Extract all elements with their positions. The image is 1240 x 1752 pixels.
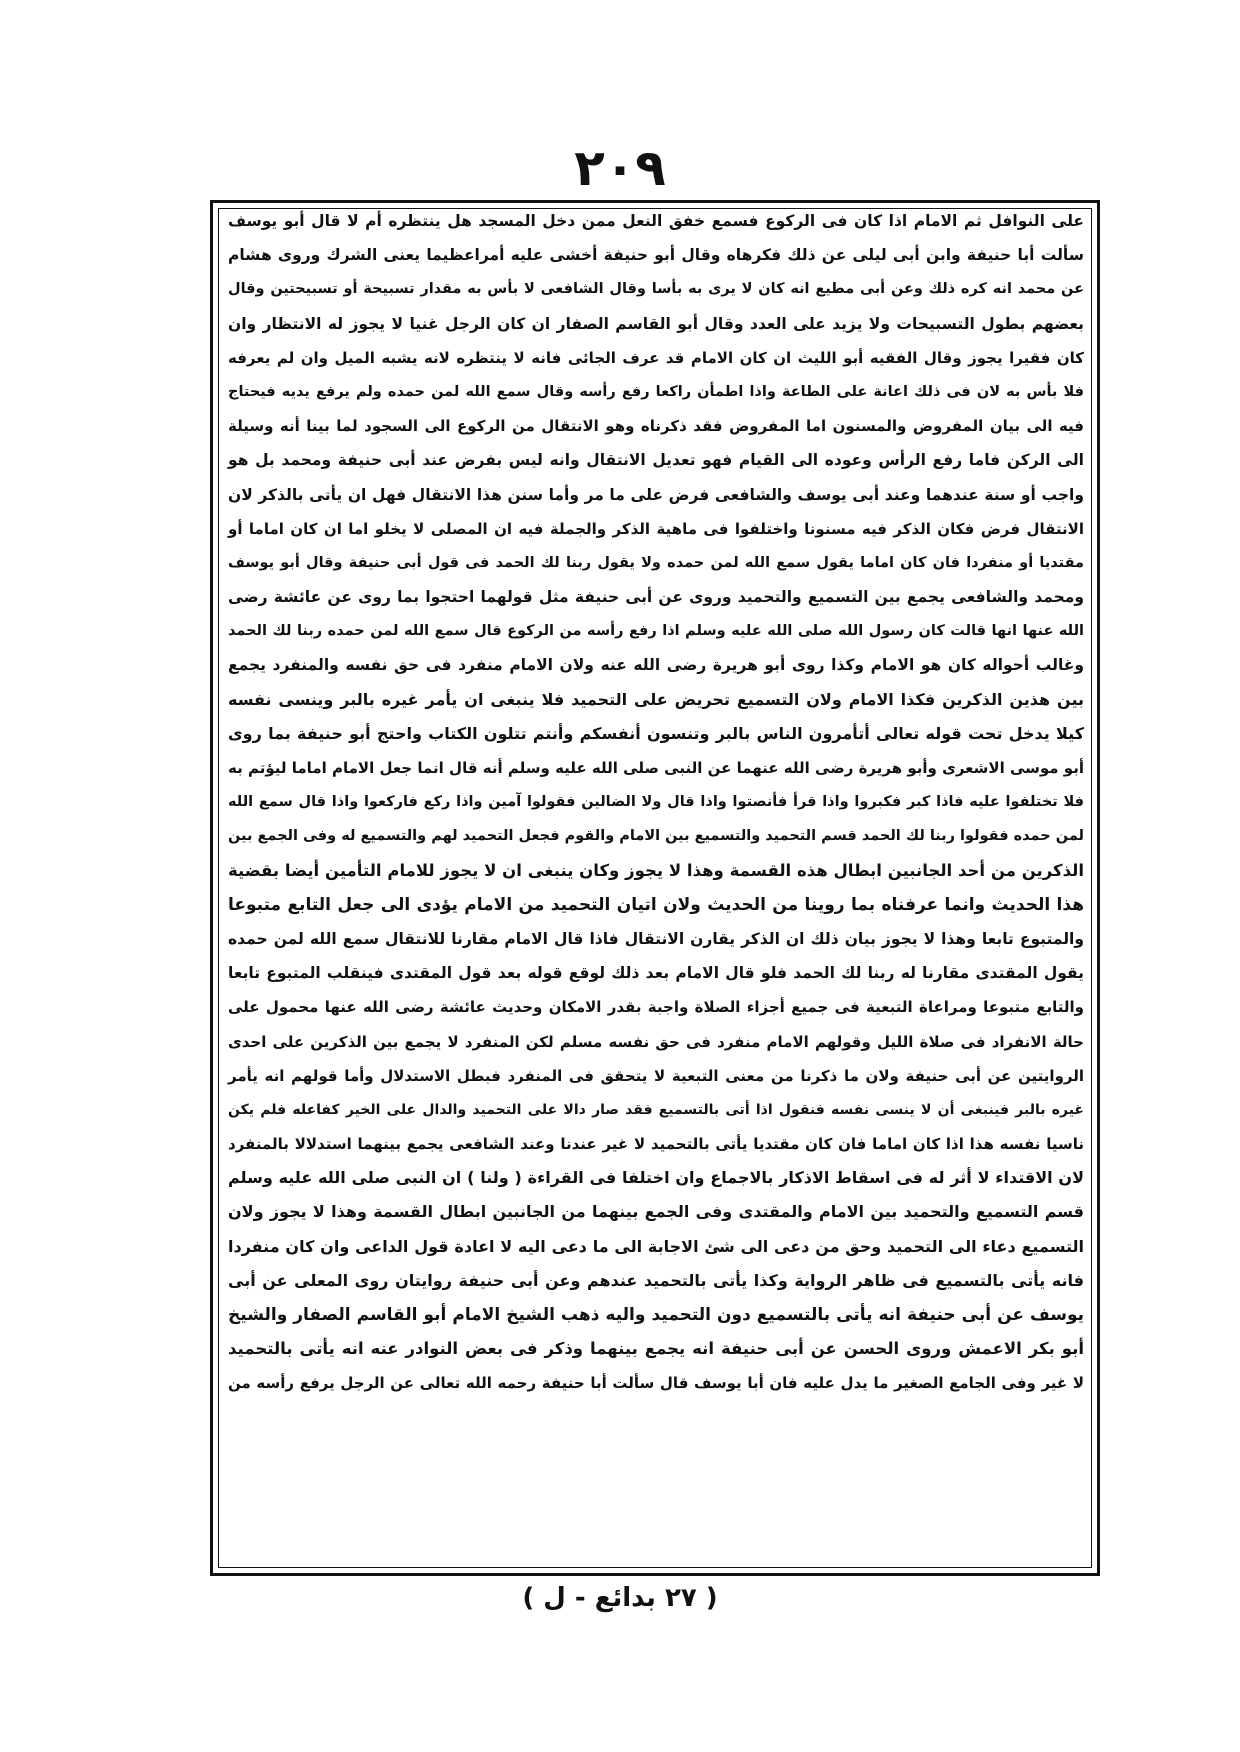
text-line: عن محمد انه كره ذلك وعن أبى مطيع انه كان لا يرى به بأسا وقال الشافعى لا بأس به مقدار تسبيحة أو تسبيحتين وقال [228, 281, 1084, 298]
text-line: وغالب أحواله كان هو الامام وكذا روى أبو هريرة رضى الله عنه ولان الامام منفرد فى حق نفسه والمنفرد يجمع [228, 656, 1084, 675]
text-line: حالة الانفراد فى صلاة الليل وقولهم الامام منفرد فى حق نفسه مسلم لكن المنفرد لا يجمع بين الذكرين على احدى [228, 1032, 1084, 1051]
text-line: الله عنها انها قالت كان رسول الله صلى الله عليه وسلم اذا رفع رأسه من الركوع قال سمع الله لمن حمده ربنا لك الحمد [228, 623, 1084, 640]
text-line: يوسف عن أبى حنيفة انه يأتى بالتسميع دون التحميد واليه ذهب الشيخ الامام أبو القاسم الصفار والشيخ [228, 1305, 1084, 1325]
text-line: كان فقيرا يجوز وقال الفقيه أبو الليث ان كان الامام قد عرف الجائى فانه لا ينتظره لانه يشبه الميل وان لم يعرفه [228, 348, 1084, 367]
text-line: لان الاقتداء لا أثر له فى اسقاط الاذكار بالاجماع وان اختلفا فى القراءة ( ولنا ) ان النبى صلى الله عليه وسلم [228, 1168, 1084, 1188]
signature-mark: ( ٢٧ بدائع - ل ) [522, 1583, 718, 1613]
text-line: مقتديا أو منفردا فان كان اماما يقول سمع الله لمن حمده ولا يقول ربنا لك الحمد فى قول أبى حنيفة وقال أبو يوسف [228, 554, 1084, 571]
page-number: ٢٠٩ [574, 139, 666, 197]
text-line: قسم التسميع والتحميد بين الامام والمقتدى وفى الجمع بينهما من الجانبين ابطال القسمة وهذا لا يجوز ولان [228, 1202, 1084, 1222]
text-block [214, 204, 1098, 1572]
text-line: واجب أو سنة عندهما وعند أبى يوسف والشافعى فرض على ما مر وأما سنن هذا الانتقال فهل ان يأتى بالذكر لان [228, 485, 1084, 504]
text-line: لا غير وفى الجامع الصغير ما يدل عليه فان أبا يوسف قال سألت أبا حنيفة رحمه الله تعالى عن الرجل يرفع رأسه من [228, 1374, 1084, 1393]
text-line: لمن حمده فقولوا ربنا لك الحمد قسم التحميد والتسميع بين الامام والقوم فجعل التحميد لهم والتسميع له وفى الجمع بين [228, 828, 1084, 845]
text-line: كيلا يدخل تحت قوله تعالى أتأمرون الناس بالبر وتنسون أنفسكم وأنتم تتلون الكتاب واحتج أبو حنيفة بما روى [228, 723, 1084, 743]
text-line: أبو موسى الاشعرى وأبو هريرة رضى الله عنهما عن النبى صلى الله عليه وسلم أنه قال انما جعل الامام اماما ليؤتم به [228, 759, 1084, 777]
text-line: فانه يأتى بالتسميع فى ظاهر الرواية وكذا يأتى بالتحميد عندهم وعن أبى حنيفة روايتان روى المعلى عن أبى [228, 1270, 1084, 1290]
text-line: ومحمد والشافعى يجمع بين التسميع والتحميد وروى عن أبى حنيفة مثل قولهما احتجوا بما روى عن عائشة رضى [228, 588, 1084, 607]
text-line: التسميع دعاء الى التحميد وحق من دعى الى شئ الاجابة الى ما دعى اليه لا اعادة قول الداعى وان كان منفردا [228, 1236, 1084, 1256]
text-line: على النوافل ثم الامام اذا كان فى الركوع فسمع خفق النعل ممن دخل المسجد هل ينتظره أم لا قال أبو يوسف [228, 212, 1084, 230]
text-line: بعضهم بطول التسبيحات ولا يزيد على العدد وقال أبو القاسم الصفار ان كان الرجل غنيا لا يجوز له الانتظار وان [228, 314, 1084, 333]
text-line: فلا تختلفوا عليه فاذا كبر فكبروا واذا قرأ فأنصتوا واذا قال ولا الضالين فقولوا آمين واذا ركع فاركعوا واذا قال سمع الله [228, 794, 1084, 811]
text-line: الذكرين من أحد الجانبين ابطال هذه القسمة وهذا لا يجوز وكان ينبغى ان لا يجوز للامام التأمين أيضا بقضية [228, 860, 1084, 880]
text-line: والمتبوع تابعا وهذا لا يجوز بيان ذلك ان الذكر يقارن الانتقال فاذا قال الامام مقارنا للانتقال سمع الله لمن حمده [228, 929, 1084, 948]
text-line: الانتقال فرض فكان الذكر فيه مسنونا واختلفوا فى ماهية الذكر والجملة فيه ان المصلى لا يخلو اما ان كان اماما أو [228, 519, 1084, 538]
text-line: والتابع متبوعا ومراعاة التبعية فى جميع أجزاء الصلاة واجبة بقدر الامكان وحديث عائشة رضى الله عنها محمول على [228, 998, 1084, 1017]
text-line: فيه الى بيان المفروض والمسنون اما المفروض فقد ذكرناه وهو الانتقال من الركوع الى السجود لما بينا أنه وسيلة [228, 417, 1084, 436]
text-line: الى الركن فاما رفع الرأس وعوده الى القيام فهو تعديل الانتقال وانه ليس بفرض عند أبى حنيفة ومحمد بل هو [228, 451, 1084, 470]
text-line: هذا الحديث وانما عرفناه بما روينا من الحديث ولان اتيان التحميد من الامام يؤدى الى جعل التابع متبوعا [228, 894, 1084, 915]
text-line: سألت أبا حنيفة وابن أبى ليلى عن ذلك فكرهاه وقال أبو حنيفة أخشى عليه أمراعظيما يعنى الشرك وروى هشام [228, 246, 1084, 265]
text-line: الروايتين عن أبى حنيفة ولان ما ذكرنا من معنى التبعية لا يتحقق فى المنفرد فبطل الاستدلال وأما قولهم انه يأمر [228, 1066, 1084, 1085]
text-line: فلا بأس به لان فى ذلك اعانة على الطاعة واذا اطمأن راكعا رفع رأسه وقال سمع الله لمن حمده ولم يرفع يديه فيحتاج [228, 383, 1084, 400]
text-line: يقول المقتدى مقارنا له ربنا لك الحمد فلو قال الامام بعد ذلك لوقع قوله بعد قول المقتدى فينقلب المتبوع تابعا [228, 964, 1084, 983]
text-line: غيره بالبر فينبغى أن لا ينسى نفسه فنقول اذا أتى بالتسميع فقد صار دالا على التحميد والدال على الخير كفاعله فلم يكن [228, 1101, 1084, 1118]
text-line: ناسيا نفسه هذا اذا كان اماما فان كان مقتديا يأتى بالتحميد لا غير عندنا وعند الشافعى يجمع بينهما استدلالا بالمنفرد [228, 1135, 1084, 1154]
text-line: أبو بكر الاعمش وروى الحسن عن أبى حنيفة انه يجمع بينهما وذكر فى بعض النوادر عنه انه يأتى بالتحميد [228, 1339, 1084, 1359]
text-line: بين هذين الذكرين فكذا الامام ولان التسميع تحريض على التحميد فلا ينبغى ان يأمر غيره بالبر وينسى نفسه [228, 689, 1084, 709]
